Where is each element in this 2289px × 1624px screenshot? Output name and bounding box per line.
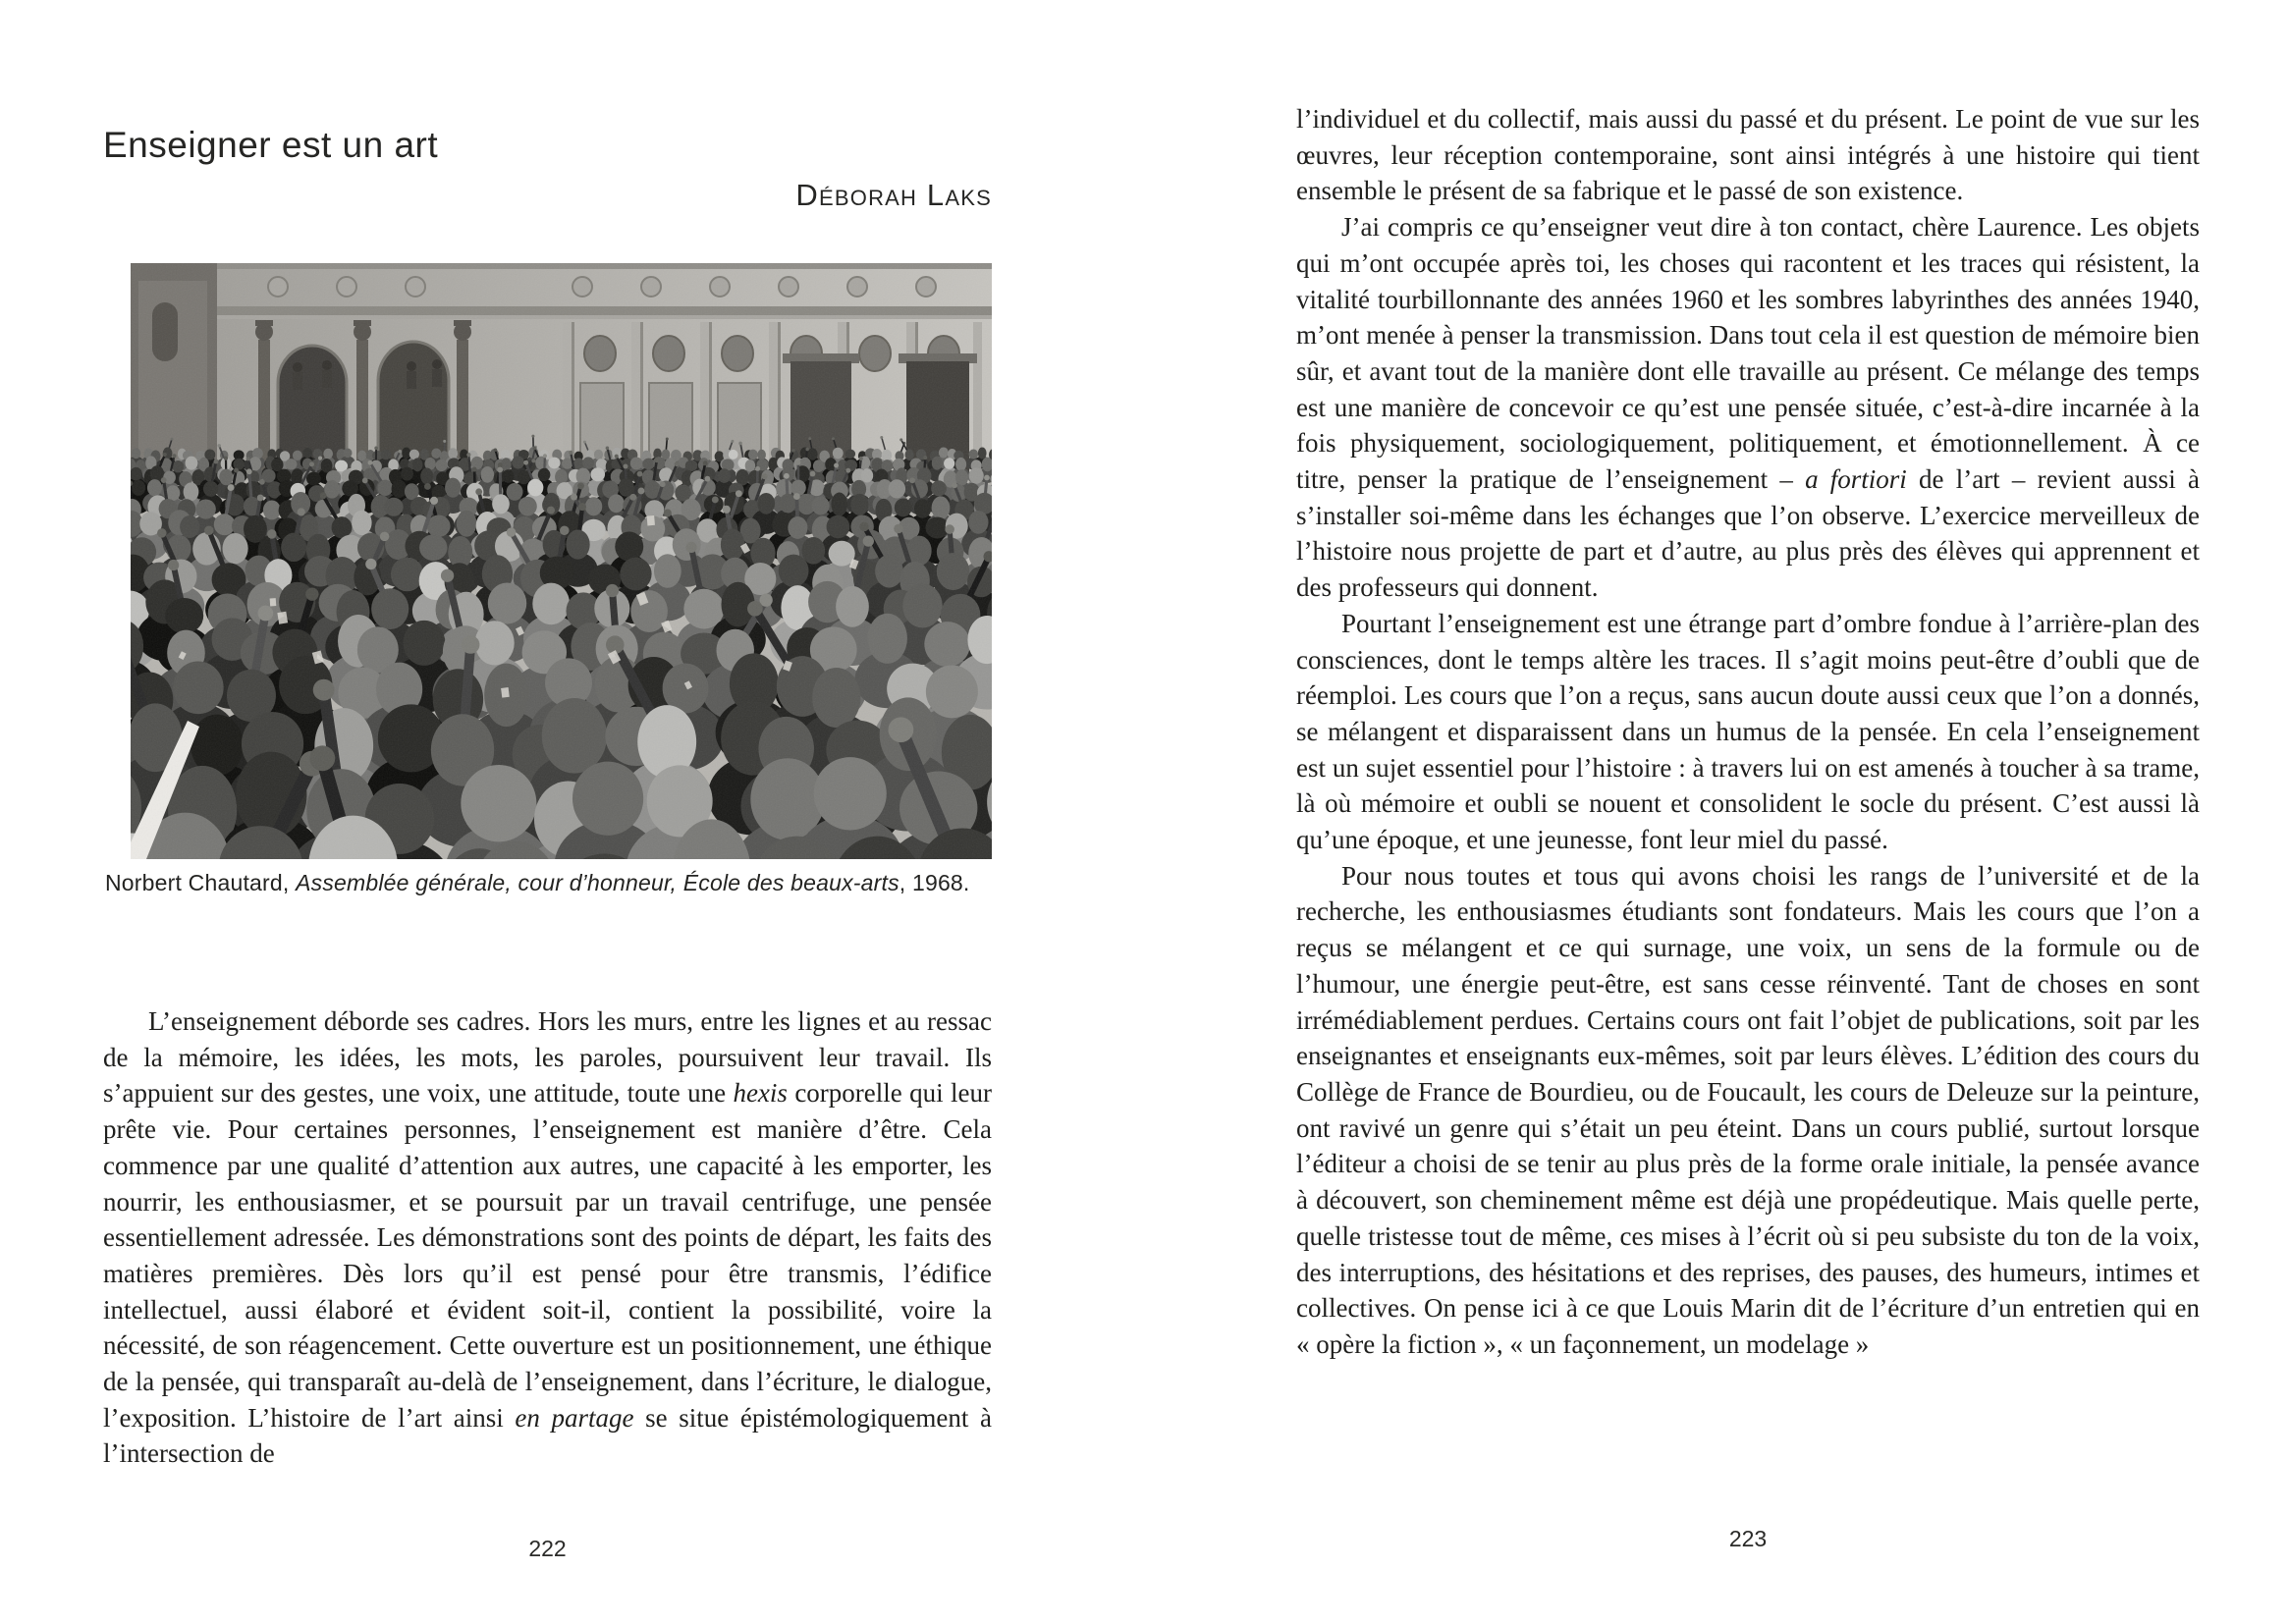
body-paragraph: J’ai compris ce qu’enseigner veut dire à ton contact, chère Laurence. Les objets qui m’ont occupée après toi, les choses qui racontent et les traces qui résistent, la vitalité tourbillonnante des années 1960 et les sombres labyrinthes des années 1940, m’ont menée à penser la transmission. Dans tout cela il est question de mémoire bien sûr, et avant tout de la manière dont elle travaille au présent. Ce mélange des temps est une manière de concevoir ce qu’est une pensée située, c’est-à-dire incarnée à la fois physiquement, sociologiquement, politiquement, et émotionnellement. À ce titre, penser la pratique de l’enseignement – a fortiori de l’art – revient aussi à s’installer soi-même dans les échanges que l’on observe. L’exercice merveilleux de l’histoire nous projette de part et d’autre, au plus près des élèves qui apprennent et des professeurs qui donnent. bbox=[1296, 212, 2201, 603]
page-number-right: 223 bbox=[1728, 1526, 1768, 1551]
left-page-text bbox=[103, 1003, 992, 1472]
page-title: Enseigner est un art bbox=[103, 124, 439, 165]
photo-assemblee-generale bbox=[131, 263, 992, 859]
right-page bbox=[1296, 0, 2200, 1624]
photo-illustration bbox=[131, 263, 992, 859]
body-paragraph: Pour nous toutes et tous qui avons choisi les rangs de l’université et de la recherche, les enthousiasmes étudiants sont fondateurs. Mais les cours que l’on a reçus se mélangent et ce qui surnage, une voix, un sens de la formule ou de l’humour, une énergie peut-être, est sans cesse réinventé. Tant de choses en sont irrémédiablement perdues. Certains cours ont fait l’objet de publications, soit par les enseignantes et enseignants eux-mêmes, soit par leurs élèves. L’édition des cours du Collège de France de Bourdieu, ou de Foucault, les cours de Deleuze sur la peinture, ont ravivé un genre qui s’était un peu éteint. Dans un cours publié, surtout lorsque l’éditeur a choisi de se tenir au plus près de la forme orale initiale, la pensée avance à découvert, son cheminement même est déjà une propédeutique. Mais quelle perte, quelle tristesse tout de même, ces mises à l’écrit où si peu subsiste du ton de la voix, des interruptions, des hésitations et des reprises, des pauses, des humeurs, intimes et collectives. On pense ici à ce que Louis Marin dit de l’écriture d’un entretien qui en « opère la fiction », « un façonnement, un modelage » bbox=[1296, 860, 2200, 1359]
body-paragraph: l’individuel et du collectif, mais aussi du passé et du présent. Le point de vue sur les œuvres, leur réception contemporaine, sont ainsi intégrés à une histoire qui tient ensemble le présent de sa fabrique et le passé de son existence. bbox=[1296, 104, 2200, 206]
photo-grain bbox=[131, 263, 992, 859]
right-page-text bbox=[1296, 101, 2200, 1363]
body-paragraph: L’enseignement déborde ses cadres. Hors les murs, entre les lignes et au ressac de la mémoire, les idées, les mots, les paroles, poursuivent leur travail. Ils s’appuient sur des gestes, une voix, une attitude, toute une hexis corporelle qui leur prête vie. Pour certaines personnes, l’enseignement est manière d’être. Cela commence par une qualité d’attention aux autres, une capacité à les emporter, les nourrir, les enthousiasmer, et se poursuit par un travail centrifuge, une pensée essentiellement adressée. Les démonstrations sont des points de départ, les faits des matières premières. Dès lors qu’il est pensé pour être transmis, l’édifice intellectuel, aussi élaboré et évident soit-il, contient la possibilité, voire la nécessité, de son réagencement. Cette ouverture est un positionnement, une éthique de la pensée, qui transparaît au-delà de l’enseignement, dans l’écriture, le dialogue, l’exposition. L’histoire de l’art ainsi en partage se situe épistémologiquement à l’intersection de bbox=[103, 1006, 993, 1469]
body-paragraph: Pourtant l’enseignement est une étrange part d’ombre fondue à l’arrière-plan des consciences, dont le temps altère les traces. Il s’agit moins peut-être d’oubli que de réemploi. Les cours que l’on a reçus, sans aucun doute aussi ceux que l’on a donnés, se mélangent et disparaissent dans un humus de la pensée. En cela l’enseignement est un sujet essentiel pour l’histoire : à travers lui on est amenés à toucher à sa trame, là où mémoire et oubli se nouent et consolident le socle du présent. C’est aussi là qu’une époque, et une jeunesse, font leur miel du passé. bbox=[1296, 608, 2200, 855]
author-name: Déborah Laks bbox=[795, 178, 992, 212]
left-page bbox=[103, 0, 992, 1624]
page-number-left: 222 bbox=[528, 1536, 567, 1561]
photo-caption: Norbert Chautard, Assemblée générale, cour d’honneur, École des beaux-arts, 1968. bbox=[105, 870, 970, 895]
